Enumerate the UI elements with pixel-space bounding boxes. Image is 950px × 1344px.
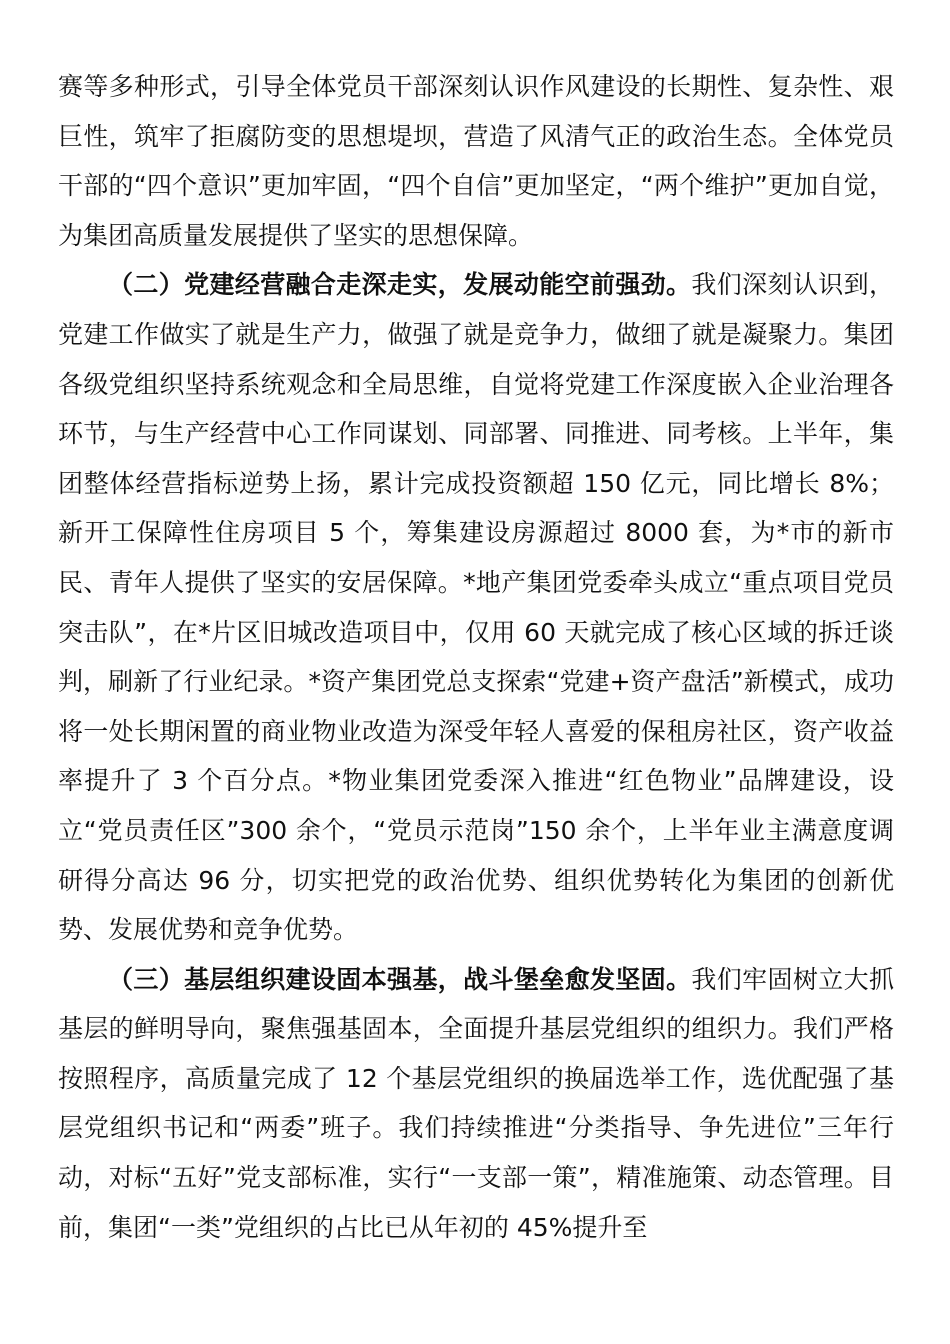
paragraph-party-business-integration	[58, 260, 894, 954]
section-heading: （二）党建经营融合走深走实，发展动能空前强劲。	[108, 270, 692, 300]
section-heading: （三）基层组织建设固本强基，战斗堡垒愈发坚固。	[108, 964, 692, 994]
paragraph-grassroots-organization	[58, 955, 894, 1253]
paragraph-continuation	[58, 62, 894, 260]
paragraph-body: 赛等多种形式，引导全体党员干部深刻认识作风建设的长期性、复杂性、艰巨性，筑牢了拒腐防变的思想堤坝，营造了风清气正的政治生态。全体党员干部的“四个意识”更加牢固，“四个自信”更加坚定，“两个维护”更加自觉，为集团高质量发展提供了坚实的思想保障。	[58, 72, 894, 250]
paragraph-body: 我们牢固树立大抓基层的鲜明导向，聚焦强基固本，全面提升基层党组织的组织力。我们严格按照程序，高质量完成了 12 个基层党组织的换届选举工作，选优配强了基层党组织书记和“两委”班子。我们持续推进“分类指导、争先进位”三年行动，对标“五好”党支部标准，实行“一支部一策”，精准施策、动态管理。目前，集团“一类”党组织的占比已从年初的 45%提升至	[58, 964, 894, 1242]
document-page	[58, 62, 894, 1252]
paragraph-body: 我们深刻认识到，党建工作做实了就是生产力，做强了就是竞争力，做细了就是凝聚力。集团各级党组织坚持系统观念和全局思维，自觉将党建工作深度嵌入企业治理各环节，与生产经营中心工作同谋划、同部署、同推进、同考核。上半年，集团整体经营指标逆势上扬，累计完成投资额超 150 亿元，同比增长 8%；新开工保障性住房项目 5 个，筹集建设房源超过 8000 套，为*市的新市民、青年人提供了坚实的安居保障。*地产集团党委牵头成立“重点项目党员突击队”，在*片区旧城改造项目中，仅用 60 天就完成了核心区域的拆迁谈判，刷新了行业纪录。*资产集团党总支探索“党建+资产盘活”新模式，成功将一处长期闲置的商业物业改造为深受年轻人喜爱的保租房社区，资产收益率提升了 3 个百分点。*物业集团党委深入推进“红色物业”品牌建设，设立“党员责任区”300 余个，“党员示范岗”150 余个，上半年业主满意度调研得分高达 96 分，切实把党的政治优势、组织优势转化为集团的创新优势、发展优势和竞争优势。	[58, 270, 894, 945]
